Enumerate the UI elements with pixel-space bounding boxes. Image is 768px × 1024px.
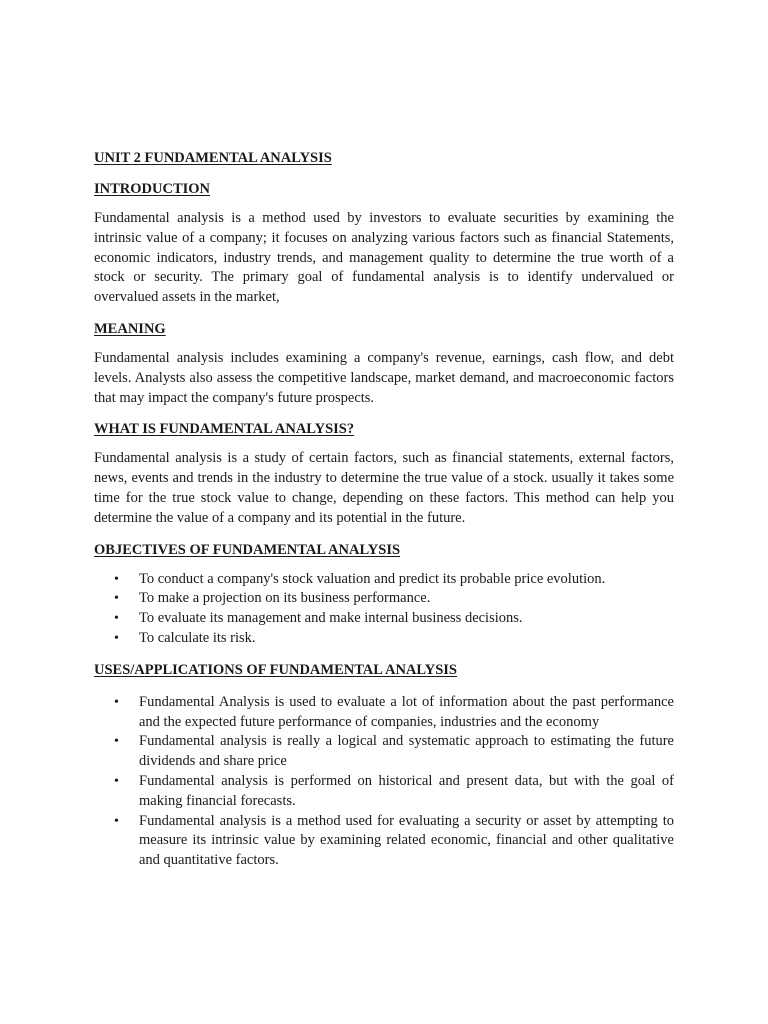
bullet-icon: •: [114, 571, 119, 587]
list-item-text: To evaluate its management and make internal business decisions.: [139, 610, 523, 627]
what-is-paragraph: Fundamental analysis is a study of certain factors, such as financial statements, external factors, news, events and trends in the industry to determine the true value of a stock. usually it takes some time for the true stock value to change, depending on these factors. This method can help you determine the value of a company and its potential in the future.: [94, 450, 674, 526]
introduction-paragraph: Fundamental analysis is a method used by investors to evaluate securities by examining the intrinsic value of a company; it focuses on analyzing various factors such as financial Statements, economic indicators, industry trends, and management quality to determine the true worth of a stock or security. The primary goal of fundamental analysis is to identify undervalued or overvalued assets in the market,: [94, 210, 674, 306]
document-title: UNIT 2 FUNDAMENTAL ANALYSIS: [94, 150, 332, 166]
bullet-icon: •: [114, 813, 119, 829]
uses-list: [94, 693, 674, 871]
introduction-heading: INTRODUCTION: [94, 181, 211, 197]
bullet-icon: •: [114, 591, 119, 607]
list-item: [94, 570, 674, 590]
bullet-icon: •: [114, 630, 119, 646]
list-item: [94, 693, 674, 733]
bullet-icon: •: [114, 611, 119, 627]
meaning-heading: MEANING: [94, 320, 166, 337]
list-item: [94, 812, 674, 871]
list-item-text: Fundamental analysis is really a logical and systematic approach to estimating the future dividends and share price: [139, 733, 674, 770]
what-is-heading: WHAT IS FUNDAMENTAL ANALYSIS?: [94, 421, 355, 438]
list-item-text: Fundamental analysis is a method used for evaluating a security or asset by attempting to measure its intrinsic value by examining related economic, financial and other qualitative and quantitative factors.: [139, 812, 674, 869]
uses-heading: USES/APPLICATIONS OF FUNDAMENTAL ANALYSIS: [94, 661, 457, 678]
meaning-paragraph: Fundamental analysis includes examining a company's revenue, earnings, cash flow, and debt levels. Analysts also assess the competitive landscape, market demand, and macroeconomic factors that may impact the company's future prospects.: [94, 349, 674, 406]
list-item: [94, 772, 674, 812]
objectives-heading: OBJECTIVES OF FUNDAMENTAL ANALYSIS: [94, 541, 401, 558]
list-item-text: To calculate its risk.: [139, 629, 256, 646]
list-item: [94, 629, 674, 649]
list-item-text: Fundamental analysis is performed on historical and present data, but with the goal of making financial forecasts.: [139, 772, 674, 809]
objectives-list: [94, 570, 674, 649]
document-page: [94, 148, 674, 871]
bullet-icon: •: [114, 773, 119, 789]
list-item-text: Fundamental Analysis is used to evaluate a lot of information about the past performance and the expected future performance of companies, industries and the economy: [139, 693, 674, 730]
list-item: [94, 589, 674, 609]
bullet-icon: •: [114, 734, 119, 750]
list-item-text: To make a projection on its business performance.: [139, 590, 431, 607]
list-item-text: To conduct a company's stock valuation and predict its probable price evolution.: [139, 570, 606, 587]
list-item: [94, 732, 674, 772]
bullet-icon: •: [114, 694, 119, 710]
list-item: [94, 609, 674, 629]
